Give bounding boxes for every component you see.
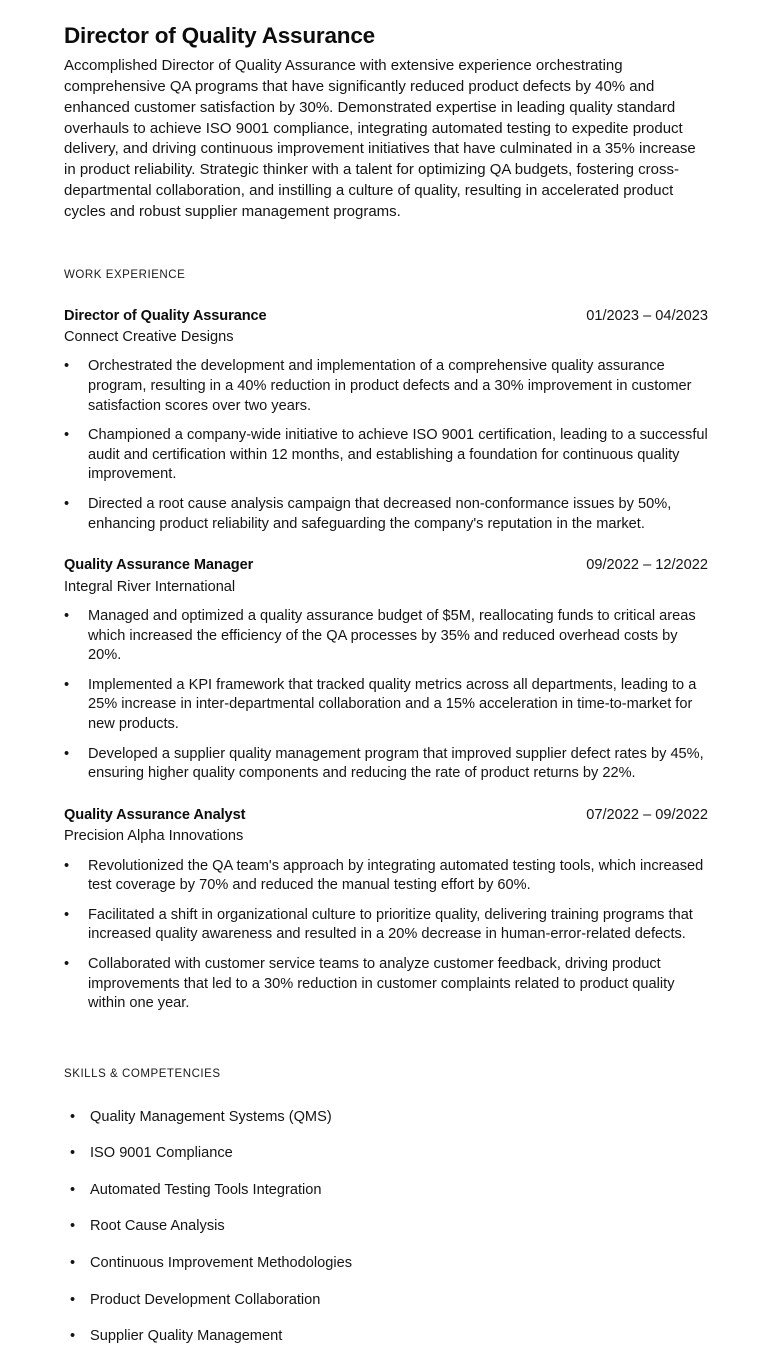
skills-list xyxy=(64,1108,708,1347)
skill-item xyxy=(64,1254,708,1274)
work-experience-list xyxy=(64,307,708,1014)
skill-item xyxy=(64,1181,708,1201)
bullet-icon: • xyxy=(70,1255,76,1272)
job-bullet-text: Managed and optimized a quality assurance budget of $5M, reallocating funds to critical areas which increased the efficiency of the QA processes by 35% and reduced overhead costs by 20%. xyxy=(88,607,696,664)
bullet-icon: • xyxy=(64,745,70,762)
job-bullet-text: Collaborated with customer service teams to analyze customer feedback, driving product improvements that led to a 30% reduction in customer complaints related to product quality within one year. xyxy=(88,955,675,1012)
bullet-icon: • xyxy=(70,1291,76,1308)
job-bullet-item xyxy=(64,745,708,784)
job-title: Director of Quality Assurance xyxy=(64,307,267,324)
bullet-icon: • xyxy=(64,358,70,375)
skill-label: Continuous Improvement Methodologies xyxy=(90,1255,353,1272)
bullet-icon: • xyxy=(64,906,70,923)
job-bullet-item xyxy=(64,357,708,416)
job-header xyxy=(64,556,708,576)
section-heading-work-experience: WORK EXPERIENCE xyxy=(64,268,186,281)
job-dates: 07/2022 – 09/2022 xyxy=(586,806,708,823)
job-dates: 01/2023 – 04/2023 xyxy=(586,307,708,324)
job-header xyxy=(64,806,708,826)
job-company: Precision Alpha Innovations xyxy=(64,828,244,845)
job-bullet-text: Implemented a KPI framework that tracked quality metrics across all departments, leading to a 25% increase in inter-departmental collaboration and a 15% acceleration in time-to-market for new products. xyxy=(88,676,697,732)
bullet-icon: • xyxy=(64,427,70,444)
skill-label: Root Cause Analysis xyxy=(90,1218,225,1235)
bullet-icon: • xyxy=(70,1181,76,1198)
skill-item xyxy=(64,1108,708,1128)
job-bullet-list xyxy=(64,357,708,534)
bullet-icon: • xyxy=(70,1328,76,1345)
job-bullet-item xyxy=(64,955,708,1014)
job-entry xyxy=(64,556,708,784)
job-bullet-text: Facilitated a shift in organizational culture to prioritize quality, delivering training programs that increased quality awareness and resulted in a 20% decrease in human-error-related defects. xyxy=(88,906,693,943)
skill-label: ISO 9001 Compliance xyxy=(90,1145,233,1162)
job-bullet-item xyxy=(64,495,708,534)
skill-item xyxy=(64,1327,708,1347)
professional-summary: Accomplished Director of Quality Assurance with extensive experience orchestrating comprehensive QA programs that have significantly reduced product defects by 40% and enhanced customer satisfaction by 30%. Demonstrated expertise in leading quality standard overhauls to achieve ISO 9001 compliance, integrating automated testing to expedite product delivery, and driving continuous improvement initiatives that have culminated in a 35% increase in product reliability. Strategic thinker with a talent for optimizing QA budgets, fostering cross-departmental collaboration, and instilling a culture of quality, resulting in accelerated product cycles and robust supplier management programs. xyxy=(64,57,696,220)
job-bullet-list xyxy=(64,607,708,784)
job-bullet-text: Directed a root cause analysis campaign that decreased non-conformance issues by 50%, enhancing product reliability and safeguarding the company's reputation in the market. xyxy=(88,495,672,532)
section-heading-skills: SKILLS & COMPETENCIES xyxy=(64,1067,221,1080)
job-bullet-item xyxy=(64,676,708,735)
job-bullet-text: Developed a supplier quality management program that improved supplier defect rates by 45%, ensuring higher quality components and reducing the rate of product returns by 22%. xyxy=(88,745,704,782)
job-title: Quality Assurance Manager xyxy=(64,557,254,574)
bullet-icon: • xyxy=(64,676,70,693)
job-company: Integral River International xyxy=(64,578,236,595)
bullet-icon: • xyxy=(64,857,70,874)
skill-label: Supplier Quality Management xyxy=(90,1328,283,1345)
bullet-icon: • xyxy=(70,1145,76,1162)
skill-label: Quality Management Systems (QMS) xyxy=(90,1108,332,1125)
job-bullet-text: Revolutionized the QA team's approach by integrating automated testing tools, which increased test coverage by 70% and reduced the manual testing effort by 60%. xyxy=(88,857,704,894)
job-title: Quality Assurance Analyst xyxy=(64,806,246,823)
job-bullet-item xyxy=(64,857,708,896)
page-title: Director of Quality Assurance xyxy=(64,23,375,48)
job-bullet-text: Championed a company-wide initiative to achieve ISO 9001 certification, leading to a successful audit and certification within 12 months, and establishing a foundation for continuous quality improvement. xyxy=(88,427,708,483)
job-entry xyxy=(64,307,708,535)
bullet-icon: • xyxy=(64,607,70,624)
bullet-icon: • xyxy=(70,1218,76,1235)
job-bullet-item xyxy=(64,906,708,945)
bullet-icon: • xyxy=(64,495,70,512)
skill-item xyxy=(64,1144,708,1164)
job-bullet-text: Orchestrated the development and implementation of a comprehensive quality assurance program, resulting in a 40% reduction in product defects and a 30% improvement in customer satisfaction scores over two years. xyxy=(88,358,692,414)
skill-label: Automated Testing Tools Integration xyxy=(90,1181,322,1198)
skill-item xyxy=(64,1217,708,1237)
job-bullet-list xyxy=(64,857,708,1014)
bullet-icon: • xyxy=(64,955,70,972)
job-header xyxy=(64,307,708,327)
skill-label: Product Development Collaboration xyxy=(90,1291,321,1308)
job-bullet-item xyxy=(64,426,708,485)
job-company: Connect Creative Designs xyxy=(64,329,234,346)
job-entry xyxy=(64,806,708,1014)
job-dates: 09/2022 – 12/2022 xyxy=(586,557,708,574)
job-bullet-item xyxy=(64,607,708,666)
bullet-icon: • xyxy=(70,1108,76,1125)
skill-item xyxy=(64,1291,708,1311)
